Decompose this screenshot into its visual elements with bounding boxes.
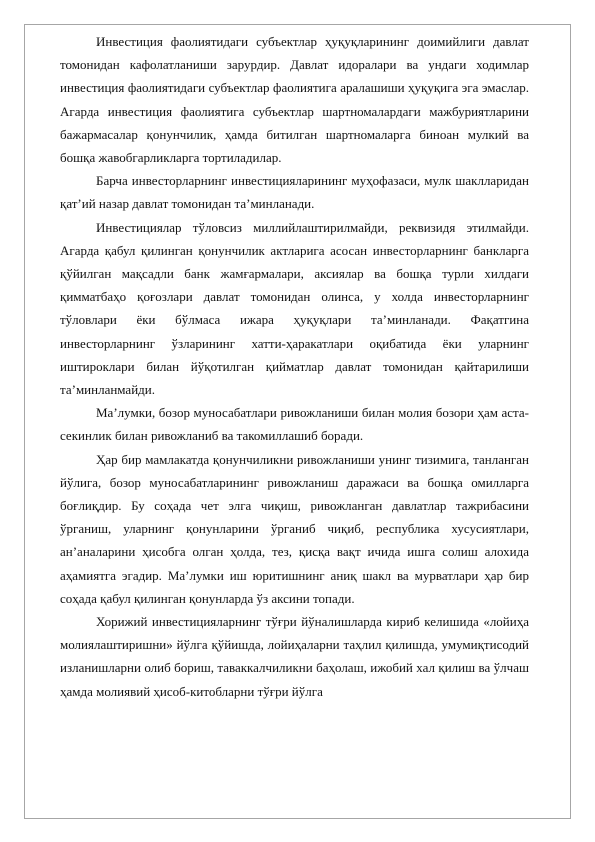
paragraph-1: Инвестиция фаолиятидаги субъектлар ҳуқуқларининг доимийлиги давлат томонидан кафолатланиши зарурдир. Давлат идоралари ва ундаги ходимлар инвестиция фаолиятидаги субъектлар фаолиятига аралашиши ҳуқуқига эга эмаслар. Агарда инвестиция фаолиятига субъектлар шартномалардаги мажбуриятларини бажармасалар қонунчилик, ҳамда битилган шартномаларга биноан мулкий ва бошқа жавобгарликларга тортиладилар. — [60, 34, 529, 166]
paragraph-2: Барча инвесторларнинг инвестицияларининг муҳофазаси, мулк шаклларидан қат’ий назар давлат томонидан та’минланади. — [60, 173, 529, 212]
paragraph-4: Ма’лумки, бозор муносабатлари ривожланиши билан молия бозори ҳам аста-секинлик билан ривожланиб ва такомиллашиб боради. — [60, 405, 529, 444]
paragraph-6: Хорижий инвестицияларнинг тўғри йўналишларда кириб келишида «лойиҳа молиялаштиришни» йўлга қўйишда, лойиҳаларни таҳлил қилишда, умумиқтисодий изланишларни олиб бориш, таваккалчиликни баҳолаш, ижобий хал қилиш ва ўлчаш ҳамда молиявий ҳисоб-китобларни тўғри йўлга — [60, 614, 529, 699]
document-body — [60, 30, 529, 703]
paragraph-3: Инвестициялар тўловсиз миллийлаштирилмайди, реквизидя этилмайди. Агарда қабул қилинган қонунчилик актларига асосан инвесторларнинг банкларга қўйилган мақсадли банк жамғармалари, аксиялар ва бошқа турли хилдаги қимматбаҳо қоғозлари давлат томонидан олинса, у холда инвесторларнинг тўловлари ёки бўлмаса ижара ҳуқуқлари та’минланади. Фақатгина инвесторларнинг ўзларининг хатти-ҳаракатлари оқибатида ёки уларнинг иштироклари билан йўқотилган қийматлар давлат томонидан қайтарилиши та’минланмайди. — [60, 219, 529, 398]
paragraph-5: Ҳар бир мамлакатда қонунчиликни ривожланиши унинг тизимига, танланган йўлига, бозор муносабатларининг ривожланиш даражаси ва бошқа омилларга боғлиқдир. Бу соҳада чет элга чиқиш, ривожланган давлатлар тажрибасини ўрганиш, уларнинг қонунларини ўрганиб чиқиб, республика хусусиятлари, ан’аналарини ҳисобга олган ҳолда, тез, қисқа вақт ичида ишга солиш алохида аҳамиятга эгадир. Ма’лумки иш юритишнинг аниқ шакл ва мурватлари ҳар бир соҳада қабул қилинган қонунларда ўз аксини топади. — [60, 451, 529, 606]
